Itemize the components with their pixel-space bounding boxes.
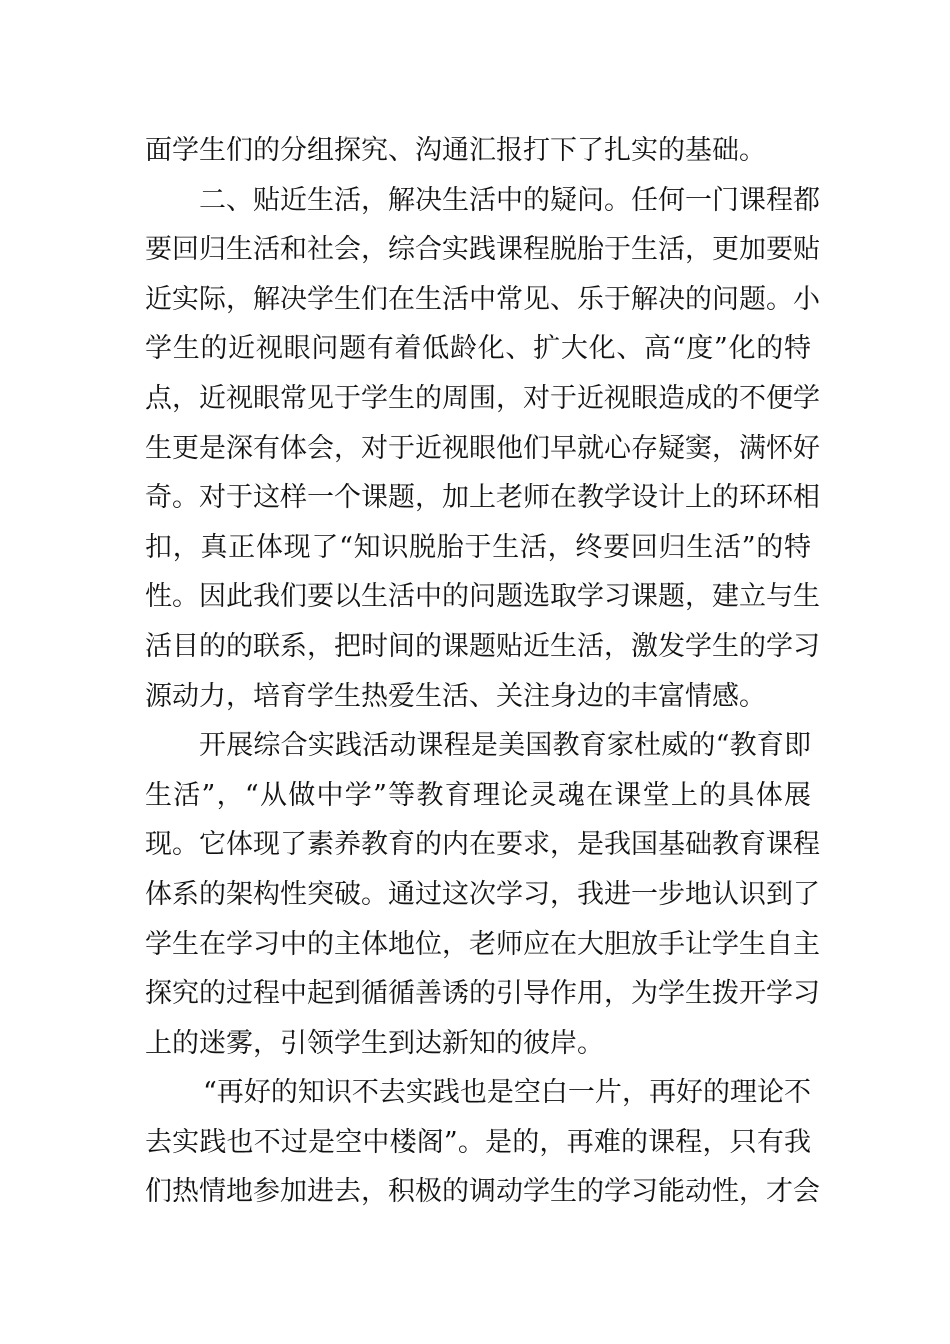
text-line: 点，近视眼常见于学生的周围，对于近视眼造成的不便学 bbox=[145, 382, 820, 414]
text-line: 学生在学习中的主体地位，老师应在大胆放手让学生自主 bbox=[145, 928, 820, 960]
document-body bbox=[145, 126, 820, 1217]
text-line: 扣，真正体现了“知识脱胎于生活，终要回归生活”的特 bbox=[145, 531, 811, 563]
text-line: 学生的近视眼问题有着低龄化、扩大化、高“度”化的特 bbox=[145, 333, 811, 365]
text-line: 生活”，“从做中学”等教育理论灵魂在课堂上的具体展 bbox=[145, 779, 811, 811]
text-line: 要回归生活和社会，综合实践课程脱胎于生活，更加要贴 bbox=[145, 234, 820, 266]
text-line: 面学生们的分组探究、沟通汇报打下了扎实的基础。 bbox=[145, 135, 766, 166]
text-line: 去实践也不过是空中楼阁”。是的，再难的课程，只有我 bbox=[145, 1126, 811, 1158]
text-line: 近实际，解决学生们在生活中常见、乐于解决的问题。小 bbox=[145, 283, 820, 315]
text-line: “再好的知识不去实践也是空白一片，再好的理论不 bbox=[203, 1077, 811, 1109]
text-line: 体系的架构性突破。通过这次学习，我进一步地认识到了 bbox=[145, 878, 820, 910]
text-line: 现。它体现了素养教育的内在要求，是我国基础教育课程 bbox=[145, 829, 820, 861]
text-line: 们热情地参加进去，积极的调动学生的学习能动性，才会 bbox=[145, 1176, 820, 1208]
text-line: 二、贴近生活，解决生活中的疑问。任何一门课程都 bbox=[199, 184, 820, 216]
text-line: 生更是深有体会，对于近视眼他们早就心存疑窦，满怀好 bbox=[145, 432, 820, 464]
text-line: 开展综合实践活动课程是美国教育家杜威的“教育即 bbox=[199, 730, 811, 762]
text-line: 活目的的联系，把时间的课题贴近生活，激发学生的学习 bbox=[145, 630, 820, 662]
text-line: 源动力，培育学生热爱生活、关注身边的丰富情感。 bbox=[145, 680, 766, 712]
text-line: 性。因此我们要以生活中的问题选取学习课题，建立与生 bbox=[145, 581, 820, 613]
text-line: 上的迷雾，引领学生到达新知的彼岸。 bbox=[145, 1027, 604, 1059]
text-line: 探究的过程中起到循循善诱的引导作用，为学生拨开学习 bbox=[145, 978, 820, 1010]
text-line: 奇。对于这样一个课题，加上老师在教学设计上的环环相 bbox=[145, 482, 820, 514]
